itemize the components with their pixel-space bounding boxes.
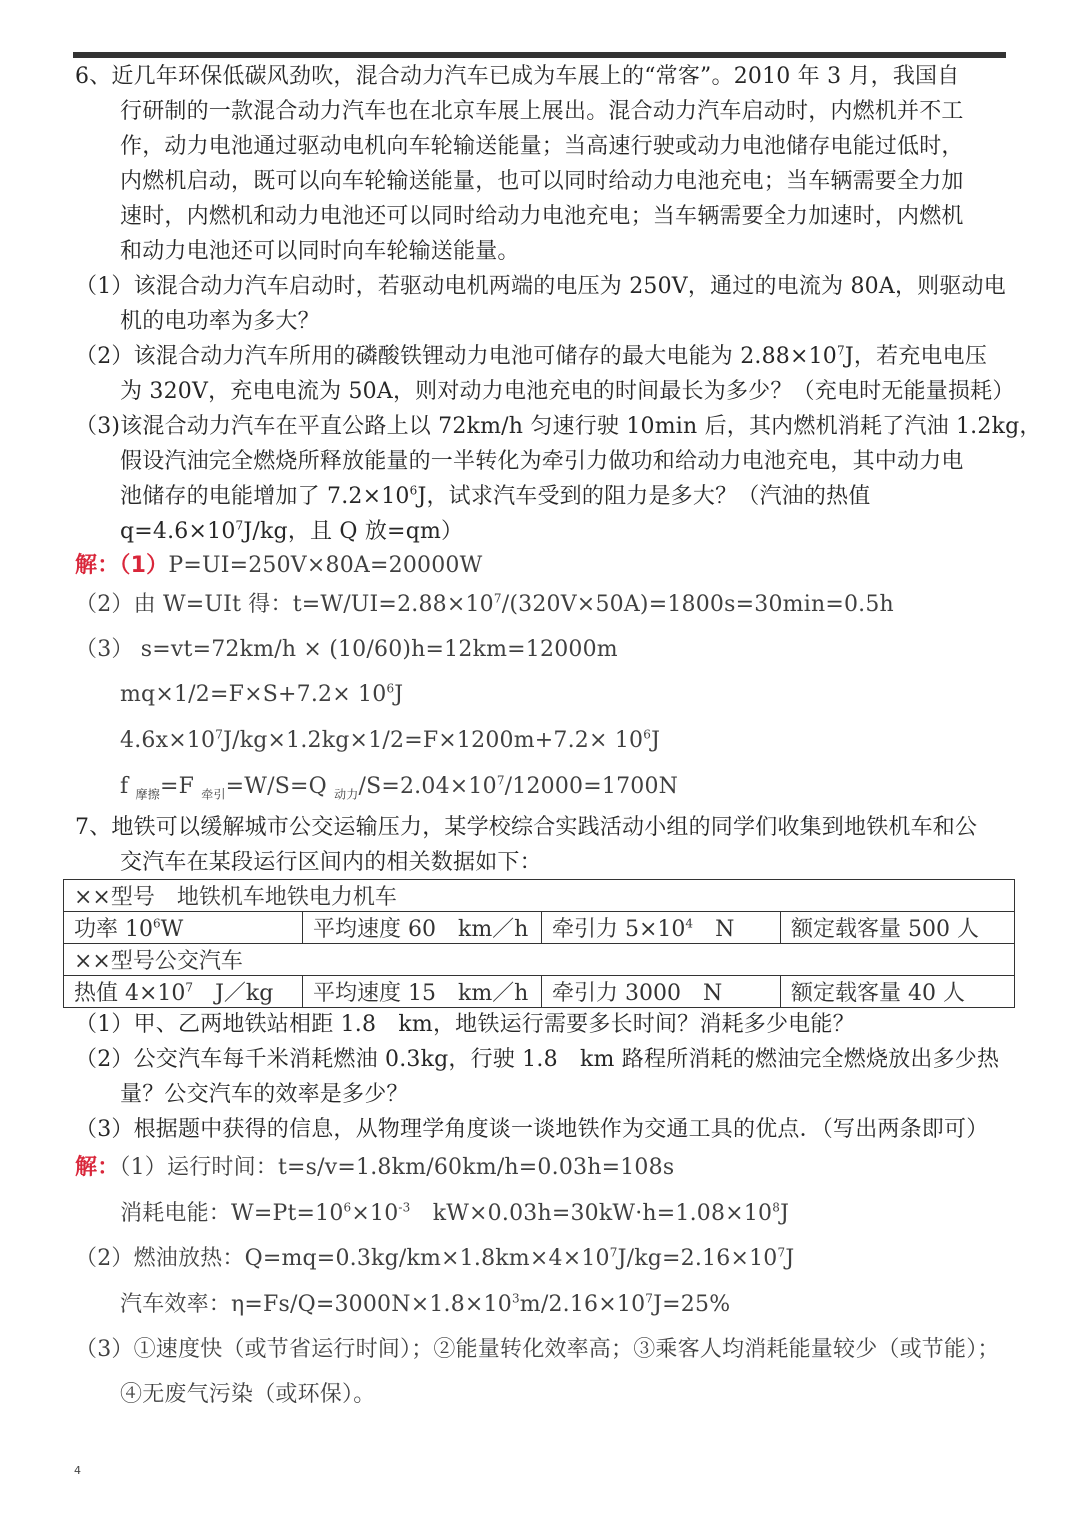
q6-intro-line: 6、近几年环保低碳风劲吹，混合动力汽车已成为车展上的“常客”。2010 年 3 月，我国自: [75, 64, 960, 89]
table-cell: 热值 $4\times 10^7$ J／kg: [64, 976, 303, 1008]
q6-intro-line: 和动力电池还可以同时向车轮输送能量。: [120, 239, 520, 264]
page-number: 4: [74, 1464, 81, 1477]
table-row: [64, 912, 1015, 944]
q7-solution-5: （3）①速度快（或节省运行时间）；②能量转化效率高；③乘客人均消耗能量较少（或节能）；: [75, 1337, 1000, 1362]
table-cell: ××型号公交汽车: [64, 944, 1015, 976]
table-row: [64, 880, 1015, 912]
q6-intro-line: 作，动力电池通过驱动电机向车轮输送能量；当高速行驶或动力电池储存电能过低时，: [120, 134, 964, 159]
table-cell: 平均速度 60 km／h: [303, 912, 542, 944]
q7-solution-6: ④无废气污染（或环保）。: [120, 1382, 376, 1407]
q6-intro-line: 行研制的一款混合动力汽车也在北京车展上展出。混合动力汽车启动时，内燃机并不工: [120, 99, 964, 124]
table-cell: 功率 $10^6W$: [64, 912, 303, 944]
q6-solution-4: $mq\times 1/2=F\times S+7.2\times 10^6J$: [120, 681, 404, 707]
q6-intro-line: 内燃机启动，既可以向车轮输送能量，也可以同时给动力电池充电；当车辆需要全力加: [120, 169, 964, 194]
table-cell: ××型号 地铁机车地铁电力机车: [64, 880, 1015, 912]
q6-solution-2: （2）由 W=UIt 得：$t=W/UI=2.88\times 10^7/(320V\times 50A)=1800s=30\min=0.5h$: [75, 591, 894, 617]
table-cell: 额定载客量 40 人: [781, 976, 1015, 1008]
q7-solution-2: 消耗电能：$W=Pt=10^6\times 10^{-3}$ $kW\times 0.03h=30kW\cdot h=1.08\times 10^8J$: [120, 1200, 790, 1226]
q7-solution-4: 汽车效率：$\eta=Fs/Q=3000N\times 1.8\times 10^3m/2.16\times 10^7J=25\%$: [120, 1291, 731, 1317]
q6-part2: （2）该混合动力汽车所用的磷酸铁锂动力电池可储存的最大电能为 $2.88\times 10^7J$，若充电电压: [75, 343, 988, 369]
q6-solution-3: （3） s=vt=72km/h × (10/60)h=12km=12000m: [75, 637, 618, 662]
q6-solution-6: f $_{摩擦}$=F $_{牵引}$=W/S=Q $_{动力}/S=2.04\times 10^7/12000=1700N$: [120, 773, 679, 802]
q7-intro-line: 交汽车在某段运行区间内的相关数据如下：: [120, 850, 542, 875]
solution-label: 解：: [75, 1155, 120, 1180]
q7-part3: （3）根据题中获得的信息，从物理学角度谈一谈地铁作为交通工具的优点．（写出两条即可）: [75, 1117, 989, 1142]
q6-solution-1: 解：（1）P=UI=250V×80A=20000W: [75, 553, 483, 578]
q7-part2-cont: 量？公交汽车的效率是多少？: [120, 1082, 409, 1107]
q6-solution-5: $4.6x\times 10^7J/kg\times 1.2kg\times 1/2=F\times 1200m+7.2\times 10^6J$: [120, 727, 661, 753]
q7-solution-3: （2）燃油放热：$Q=mq=0.3kg/km\times 1.8km\times 4\times 10^7J/kg=2.16\times 10^7J$: [75, 1245, 795, 1271]
q6-intro-line: 速时，内燃机和动力电池还可以同时给动力电池充电；当车辆需要全力加速时，内燃机: [120, 204, 964, 229]
q7-part2: （2）公交汽车每千米消耗燃油 0.3kg，行驶 1.8 km 路程所消耗的燃油完全燃烧放出多少热: [75, 1047, 1000, 1072]
solution-label: 解：（1）: [75, 553, 169, 578]
q6-part3: （3)该混合动力汽车在平直公路上以 72km/h 匀速行驶 10min 后，其内燃机消耗了汽油 1.2kg，: [75, 414, 1042, 439]
q7-solution-1: 解：（1）运行时间：t=s/v=1.8km/60km/h=0.03h=108s: [75, 1155, 675, 1180]
table-row: [64, 976, 1015, 1008]
table-cell: 平均速度 15 km／h: [303, 976, 542, 1008]
q6-part1-cont: 机的电功率为多大？: [120, 309, 320, 334]
q7-part1: （1）甲、乙两地铁站相距 1.8 km，地铁运行需要多长时间？消耗多少电能？: [75, 1012, 855, 1037]
table-row: [64, 944, 1015, 976]
q6-part2-cont: 为 320V，充电电流为 50A，则对动力电池充电的时间最长为多少？（充电时无能量损耗）: [120, 379, 1015, 404]
q6-part3-cont: 池储存的电能增加了 $7.2\times 10^6J$，试求汽车受到的阻力是多大？（汽油的热值: [120, 483, 871, 509]
q6-part3-cont: $q=4.6\times 10^7J/kg$，且 Q 放=qm）: [120, 518, 464, 544]
q7-data-table: [63, 879, 1015, 1008]
q7-intro-line: 7、地铁可以缓解城市公交运输压力，某学校综合实践活动小组的同学们收集到地铁机车和公: [75, 815, 978, 840]
q6-part3-cont: 假设汽油完全燃烧所释放能量的一半转化为牵引力做功和给动力电池充电，其中动力电: [120, 449, 964, 474]
table-cell: 额定载客量 500 人: [781, 912, 1015, 944]
table-cell: 牵引力 $5\times 10^4$ N: [542, 912, 781, 944]
table-cell: 牵引力 3000 N: [542, 976, 781, 1008]
q6-part1: （1）该混合动力汽车启动时，若驱动电机两端的电压为 250V，通过的电流为 80A，则驱动电: [75, 274, 1006, 299]
header-rule: [73, 52, 1006, 58]
